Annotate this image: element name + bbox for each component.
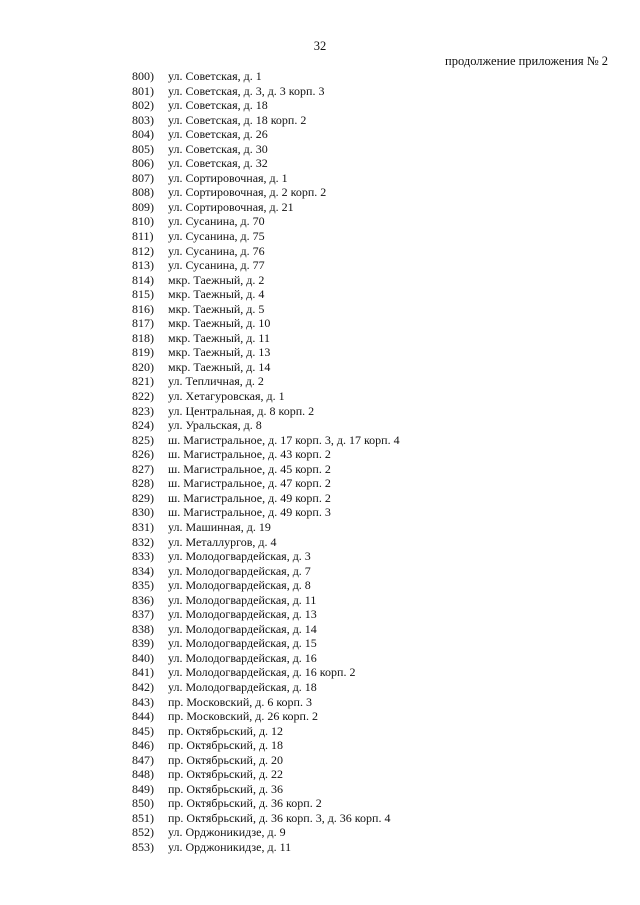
item-address: ш. Магистральное, д. 17 корп. 3, д. 17 корп. 4: [168, 432, 400, 447]
item-address: пр. Октябрьский, д. 18: [168, 738, 284, 753]
item-number: 825): [132, 432, 154, 447]
item-number: 819): [132, 345, 154, 360]
item-number: 823): [132, 403, 154, 418]
item-number: 843): [132, 694, 154, 709]
item-address: ул. Молодогвардейская, д. 16 корп. 2: [168, 665, 356, 680]
item-number: 840): [132, 650, 154, 665]
list-item: [132, 98, 400, 113]
item-number: 800): [132, 69, 154, 83]
list-item: [132, 738, 400, 753]
item-address: пр. Октябрьский, д. 36 корп. 3, д. 36 корп. 4: [168, 810, 391, 825]
list-item: [132, 593, 400, 608]
item-number: 836): [132, 592, 154, 607]
list-item: [132, 302, 400, 317]
item-number: 814): [132, 272, 154, 287]
address-list: [132, 69, 400, 855]
item-number: 827): [132, 461, 154, 476]
item-address: ул. Сортировочная, д. 1: [168, 170, 288, 185]
list-item: [132, 331, 400, 346]
item-number: 841): [132, 665, 154, 680]
item-address: пр. Октябрьский, д. 20: [168, 752, 284, 767]
list-item: [132, 69, 400, 84]
item-address: ул. Сусанина, д. 75: [168, 229, 265, 244]
page-number: 32: [313, 39, 327, 53]
item-address: пр. Московский, д. 6 корп. 3: [168, 694, 312, 709]
list-item: [132, 447, 400, 462]
item-number: 833): [132, 549, 154, 564]
item-address: ул. Орджоникидзе, д. 11: [168, 839, 292, 854]
item-number: 835): [132, 578, 154, 593]
item-address: ш. Магистральное, д. 45 корп. 2: [168, 461, 331, 476]
item-number: 846): [132, 738, 154, 753]
item-number: 817): [132, 316, 154, 331]
item-address: ул. Сусанина, д. 77: [168, 258, 265, 273]
list-item: [132, 360, 400, 375]
item-address: мкр. Таежный, д. 14: [168, 359, 271, 374]
item-address: ул. Молодогвардейская, д. 14: [168, 621, 317, 636]
item-address: мкр. Таежный, д. 11: [168, 330, 270, 345]
item-address: ул. Хетагуровская, д. 1: [168, 389, 285, 404]
list-item: [132, 418, 400, 433]
item-address: ул. Молодогвардейская, д. 7: [168, 563, 311, 578]
item-address: ул. Уральская, д. 8: [168, 418, 262, 433]
list-item: [132, 695, 400, 710]
item-address: ш. Магистральное, д. 47 корп. 2: [168, 476, 331, 491]
item-number: 803): [132, 112, 154, 127]
item-address: пр. Московский, д. 26 корп. 2: [168, 709, 318, 724]
item-number: 824): [132, 418, 154, 433]
item-number: 838): [132, 621, 154, 636]
item-number: 849): [132, 781, 154, 796]
list-item: [132, 287, 400, 302]
item-number: 810): [132, 214, 154, 229]
item-address: пр. Октябрьский, д. 12: [168, 723, 284, 738]
item-number: 806): [132, 156, 154, 171]
list-item: [132, 724, 400, 739]
list-item: [132, 258, 400, 273]
list-item: [132, 505, 400, 520]
list-item: [132, 636, 400, 651]
list-item: [132, 171, 400, 186]
item-number: 844): [132, 709, 154, 724]
list-item: [132, 753, 400, 768]
list-item: [132, 491, 400, 506]
list-item: [132, 200, 400, 215]
item-number: 808): [132, 185, 154, 200]
item-address: ш. Магистральное, д. 49 корп. 3: [168, 505, 331, 520]
list-item: [132, 113, 400, 128]
list-item: [132, 389, 400, 404]
item-number: 837): [132, 607, 154, 622]
list-item: [132, 665, 400, 680]
item-number: 839): [132, 636, 154, 651]
item-address: пр. Октябрьский, д. 36: [168, 781, 284, 796]
list-item: [132, 156, 400, 171]
item-number: 805): [132, 141, 154, 156]
list-item: [132, 796, 400, 811]
list-item: [132, 185, 400, 200]
item-address: ул. Советская, д. 32: [168, 156, 268, 171]
item-number: 816): [132, 301, 154, 316]
list-item: [132, 142, 400, 157]
item-number: 832): [132, 534, 154, 549]
list-item: [132, 709, 400, 724]
list-item: [132, 520, 400, 535]
list-item: [132, 316, 400, 331]
item-address: ул. Молодогвардейская, д. 13: [168, 607, 317, 622]
list-item: [132, 244, 400, 259]
item-number: 853): [132, 839, 154, 854]
item-number: 820): [132, 359, 154, 374]
item-address: ул. Молодогвардейская, д. 8: [168, 578, 311, 593]
item-address: ул. Сортировочная, д. 2 корп. 2: [168, 185, 327, 200]
item-address: ул. Молодогвардейская, д. 16: [168, 650, 317, 665]
appendix-continuation-label: продолжение приложения № 2: [445, 54, 608, 68]
item-address: ул. Металлургов, д. 4: [168, 534, 277, 549]
item-address: ул. Советская, д. 26: [168, 127, 268, 142]
item-address: ул. Молодогвардейская, д. 11: [168, 592, 317, 607]
list-item: [132, 607, 400, 622]
item-number: 822): [132, 389, 154, 404]
item-address: пр. Октябрьский, д. 36 корп. 2: [168, 796, 322, 811]
item-number: 842): [132, 679, 154, 694]
item-address: ул. Центральная, д. 8 корп. 2: [168, 403, 315, 418]
item-address: мкр. Таежный, д. 10: [168, 316, 271, 331]
item-address: ул. Тепличная, д. 2: [168, 374, 264, 389]
list-item: [132, 680, 400, 695]
list-item: [132, 840, 400, 855]
item-number: 801): [132, 83, 154, 98]
item-number: 804): [132, 127, 154, 142]
item-number: 829): [132, 490, 154, 505]
item-number: 815): [132, 287, 154, 302]
item-address: ул. Советская, д. 3, д. 3 корп. 3: [168, 83, 325, 98]
list-item: [132, 404, 400, 419]
list-item: [132, 651, 400, 666]
item-address: ш. Магистральное, д. 49 корп. 2: [168, 490, 331, 505]
list-item: [132, 84, 400, 99]
item-address: ул. Сортировочная, д. 21: [168, 199, 294, 214]
item-address: ул. Орджоникидзе, д. 9: [168, 825, 286, 840]
item-number: 812): [132, 243, 154, 258]
item-address: ул. Машинная, д. 19: [168, 519, 271, 534]
item-address: ул. Молодогвардейская, д. 15: [168, 636, 317, 651]
item-address: ул. Советская, д. 30: [168, 141, 268, 156]
item-number: 811): [132, 229, 154, 244]
item-number: 848): [132, 767, 154, 782]
item-number: 851): [132, 810, 154, 825]
list-item: [132, 374, 400, 389]
list-item: [132, 825, 400, 840]
item-number: 852): [132, 825, 154, 840]
item-address: мкр. Таежный, д. 5: [168, 301, 265, 316]
item-number: 809): [132, 199, 154, 214]
item-number: 847): [132, 752, 154, 767]
item-address: ул. Советская, д. 18: [168, 98, 268, 113]
list-item: [132, 767, 400, 782]
item-address: ул. Советская, д. 18 корп. 2: [168, 112, 307, 127]
item-number: 802): [132, 98, 154, 113]
list-item: [132, 578, 400, 593]
list-item: [132, 476, 400, 491]
item-number: 821): [132, 374, 154, 389]
list-item: [132, 564, 400, 579]
item-address: мкр. Таежный, д. 4: [168, 287, 265, 302]
list-item: [132, 535, 400, 550]
list-item: [132, 549, 400, 564]
item-number: 818): [132, 330, 154, 345]
item-address: ул. Сусанина, д. 70: [168, 214, 265, 229]
item-address: ул. Молодогвардейская, д. 18: [168, 679, 317, 694]
list-item: [132, 622, 400, 637]
item-address: ул. Молодогвардейская, д. 3: [168, 549, 311, 564]
item-address: ул. Советская, д. 1: [168, 69, 262, 83]
list-item: [132, 433, 400, 448]
item-number: 850): [132, 796, 154, 811]
item-number: 845): [132, 723, 154, 738]
list-item: [132, 214, 400, 229]
item-number: 828): [132, 476, 154, 491]
list-item: [132, 229, 400, 244]
item-number: 834): [132, 563, 154, 578]
item-number: 830): [132, 505, 154, 520]
list-item: [132, 127, 400, 142]
list-item: [132, 782, 400, 797]
list-item: [132, 273, 400, 288]
item-address: мкр. Таежный, д. 13: [168, 345, 271, 360]
list-item: [132, 811, 400, 826]
item-number: 831): [132, 519, 154, 534]
item-address: пр. Октябрьский, д. 22: [168, 767, 284, 782]
list-item: [132, 345, 400, 360]
item-number: 813): [132, 258, 154, 273]
list-item: [132, 462, 400, 477]
item-number: 826): [132, 447, 154, 462]
item-address: мкр. Таежный, д. 2: [168, 272, 265, 287]
item-address: ш. Магистральное, д. 43 корп. 2: [168, 447, 331, 462]
item-address: ул. Сусанина, д. 76: [168, 243, 265, 258]
item-number: 807): [132, 170, 154, 185]
